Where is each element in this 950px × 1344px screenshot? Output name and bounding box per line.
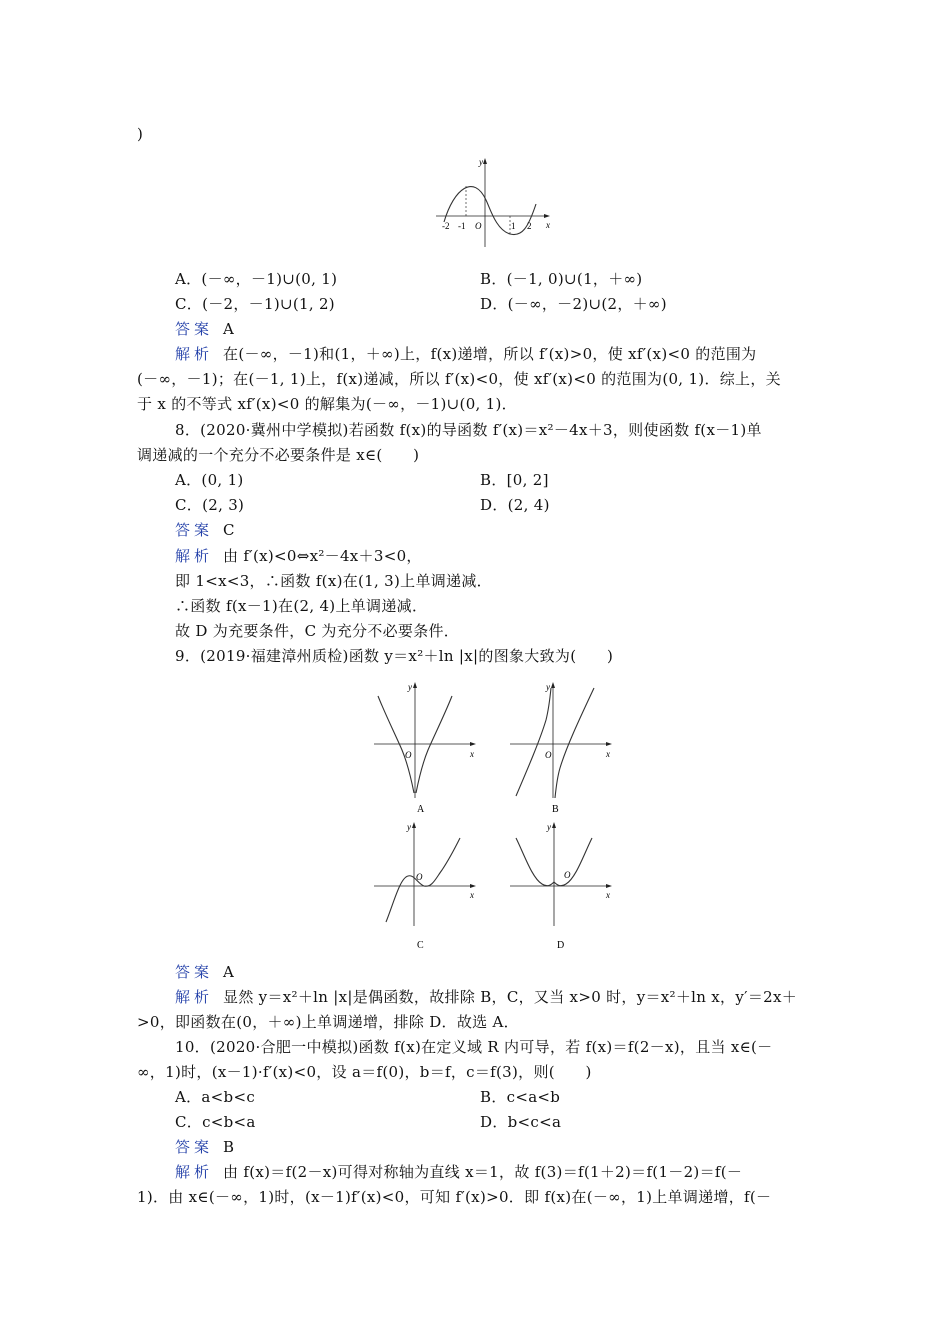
explanation-text: 由 f′(x)<0⇔x²－4x＋3<0，	[223, 547, 422, 565]
x-axis-arrow	[544, 214, 550, 218]
continued-paren: )	[137, 125, 144, 143]
y-axis-arrow	[412, 822, 416, 828]
q8-explanation-line1	[175, 546, 422, 566]
answer-value: A	[223, 963, 235, 981]
curve-right	[555, 688, 594, 798]
q8-stem-line2: 调递减的一个充分不必要条件是 x∈( )	[137, 446, 420, 464]
y-label: y	[547, 822, 551, 832]
q9-graph-a	[372, 678, 482, 818]
tick-2: 2	[527, 221, 532, 231]
q9-stem: 9．(2019·福建漳州质检)函数 y＝x²＋ln |x|的图象大致为( )	[175, 647, 614, 665]
q8-stem-line1: 8．(2020·冀州中学模拟)若函数 f(x)的导函数 f′(x)＝x²－4x＋3，则使函数 f(x－1)单	[175, 421, 762, 439]
curve	[386, 838, 460, 922]
tick-minus1: -1	[458, 221, 466, 231]
q8-option-a: A．(0, 1)	[175, 471, 244, 489]
x-axis-arrow	[470, 742, 476, 746]
explanation-text: 由 f(x)＝f(2－x)可得对称轴为直线 x＝1，故 f(3)＝f(1＋2)＝f(1－2)＝f(－	[223, 1163, 743, 1181]
caption-b: B	[552, 804, 559, 815]
answer-label: 答案	[175, 963, 214, 981]
y-label: y	[408, 682, 412, 692]
q7-option-d: D．(－∞，－2)∪(2，＋∞)	[480, 295, 667, 313]
q10-answer	[175, 1137, 234, 1157]
q10-option-c: C．c<b<a	[175, 1113, 256, 1131]
explanation-text: 在(－∞，－1)和(1，＋∞)上，f(x)递增，所以 f′(x)>0，使 xf′(x)<0 的范围为	[223, 345, 757, 363]
curve-left	[378, 696, 414, 793]
y-label: y	[479, 157, 483, 167]
origin-label: O	[475, 221, 482, 231]
q8-answer	[175, 520, 235, 540]
answer-label: 答案	[175, 320, 214, 338]
x-label: x	[606, 749, 610, 759]
q8-explanation-line2: 即 1<x<3，∴函数 f(x)在(1, 3)上单调递减．	[175, 572, 492, 590]
caption-a: A	[417, 804, 425, 815]
y-axis-arrow	[413, 682, 417, 688]
q7-option-c: C．(－2，－1)∪(1, 2)	[175, 295, 335, 313]
q10-explanation-line1	[175, 1162, 742, 1182]
origin-label: O	[545, 750, 552, 760]
explanation-text: 显然 y＝x²＋ln |x|是偶函数，故排除 B，C，又当 x>0 时，y＝x²＋ln x，y′＝2x＋	[223, 988, 798, 1006]
answer-value: B	[223, 1138, 235, 1156]
y-axis-arrow	[483, 158, 487, 164]
q9-graph-b	[508, 678, 618, 818]
q10-explanation-line2: 1)．由 x∈(－∞，1)时，(x－1)f′(x)<0，可知 f′(x)>0．即 f(x)在(－∞，1)上单调递增，f(－	[137, 1188, 772, 1206]
x-axis-arrow	[606, 884, 612, 888]
q9-explanation-line1	[175, 987, 797, 1007]
origin-label: O	[564, 870, 571, 880]
answer-value: A	[223, 320, 235, 338]
origin-label: O	[405, 750, 412, 760]
q10-option-d: D．b<c<a	[480, 1113, 562, 1131]
q7-option-b: B．(－1, 0)∪(1，＋∞)	[480, 270, 643, 288]
x-label: x	[470, 749, 474, 759]
q9-answer	[175, 962, 234, 982]
q9-graph-d	[508, 818, 618, 953]
q7-answer	[175, 319, 234, 339]
q8-option-c: C．(2, 3)	[175, 496, 245, 514]
q10-option-a: A．a<b<c	[175, 1088, 256, 1106]
answer-label: 答案	[175, 521, 214, 539]
explanation-label: 解析	[175, 547, 214, 565]
explanation-label: 解析	[175, 988, 214, 1006]
q10-stem-line2: ∞，1)时，(x－1)·f′(x)<0，设 a＝f(0)，b＝f，c＝f(3)，则( )	[137, 1063, 592, 1081]
explanation-label: 解析	[175, 345, 214, 363]
x-label: x	[470, 890, 474, 900]
y-axis-arrow	[551, 682, 555, 688]
y-label: y	[407, 822, 411, 832]
y-label: y	[546, 682, 550, 692]
x-label: x	[606, 890, 610, 900]
x-axis-arrow	[606, 742, 612, 746]
tick-minus2: -2	[442, 221, 450, 231]
q8-explanation-line3: ∴函数 f(x－1)在(2, 4)上单调递减．	[175, 597, 428, 615]
curve-right	[416, 696, 452, 793]
q10-stem-line1: 10．(2020·合肥一中模拟)函数 f(x)在定义域 R 内可导，若 f(x)＝f(2－x)，且当 x∈(－	[175, 1038, 773, 1056]
explanation-label: 解析	[175, 1163, 214, 1181]
y-axis-arrow	[552, 822, 556, 828]
q7-explanation-line3: 于 x 的不等式 xf′(x)<0 的解集为(－∞，－1)∪(0, 1)．	[137, 395, 517, 413]
tick-1: 1	[511, 221, 516, 231]
curve-left	[516, 688, 551, 796]
q7-explanation-line1	[175, 344, 756, 364]
q10-option-b: B．c<a<b	[480, 1088, 561, 1106]
caption-c: C	[417, 940, 424, 951]
caption-d: D	[557, 940, 565, 951]
origin-label: O	[416, 872, 423, 882]
x-axis-arrow	[470, 884, 476, 888]
q8-explanation-line4: 故 D 为充要条件，C 为充分不必要条件．	[175, 622, 460, 640]
q7-derivative-graph	[432, 152, 557, 252]
q8-option-b: B．[0, 2]	[480, 471, 549, 489]
answer-label: 答案	[175, 1138, 214, 1156]
q9-graph-c	[372, 818, 482, 953]
q8-option-d: D．(2, 4)	[480, 496, 550, 514]
q7-option-a: A．(－∞，－1)∪(0, 1)	[175, 270, 338, 288]
x-label: x	[546, 220, 550, 230]
q9-explanation-line2: >0，即函数在(0，＋∞)上单调递增，排除 D．故选 A．	[137, 1013, 519, 1031]
q7-explanation-line2: (－∞，－1)；在(－1, 1)上，f(x)递减，所以 f′(x)<0，使 xf′(x)<0 的范围为(0, 1)．综上，关	[137, 370, 781, 388]
answer-value: C	[223, 521, 235, 539]
